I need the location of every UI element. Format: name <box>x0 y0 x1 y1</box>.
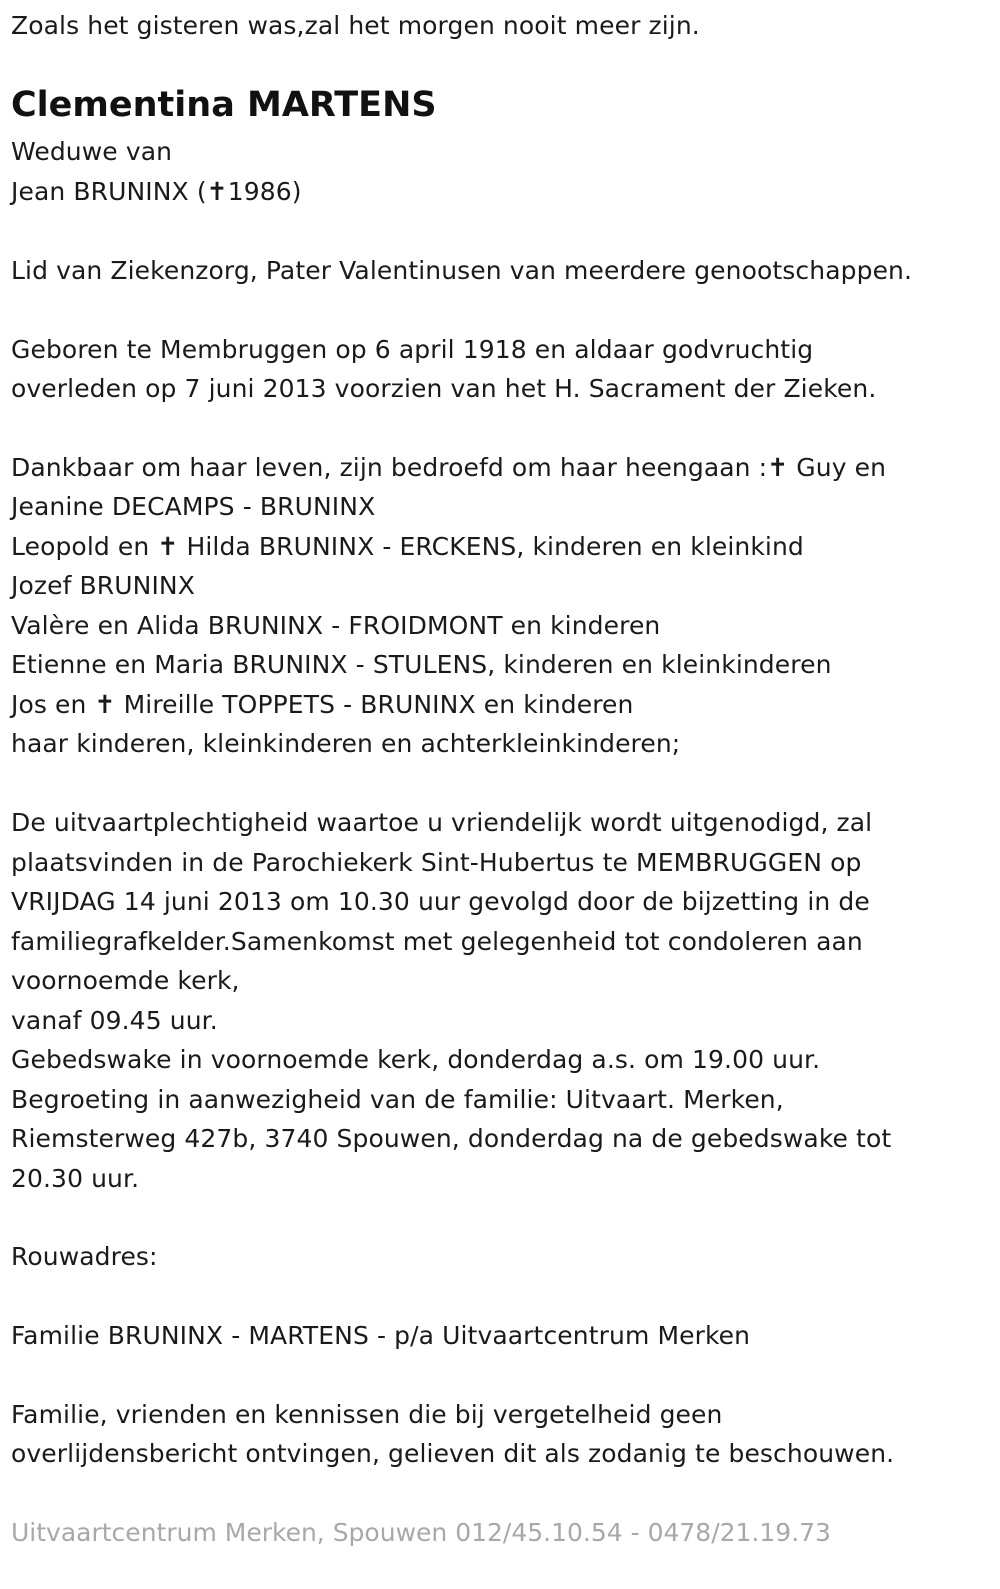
funeral-text: vanaf 09.45 uur. <box>11 1006 218 1035</box>
funeral-text: voornoemde kerk, <box>11 966 240 995</box>
notice-text: Familie, vrienden en kennissen die bij vergetelheid geen <box>11 1400 723 1429</box>
notice-text: overlijdensbericht ontvingen, gelieven dit als zodanig te beschouwen. <box>11 1439 895 1468</box>
funeral-home-contact: Uitvaartcentrum Merken, Spouwen 012/45.10.54 - 0478/21.19.73 <box>11 1518 831 1547</box>
family-line: Jos en ✝ Mireille TOPPETS - BRUNINX en kinderen <box>11 690 634 719</box>
motto-text: Zoals het gisteren was,zal het morgen nooit meer zijn. <box>11 11 700 40</box>
death-text: overleden op 7 juni 2013 voorzien van het H. Sacrament der Zieken. <box>11 374 877 403</box>
family-line: Jozef BRUNINX <box>11 571 195 600</box>
funeral-text: De uitvaartplechtigheid waartoe u vriendelijk wordt uitgenodigd, zal <box>11 808 873 837</box>
membership-text: Lid van Ziekenzorg, Pater Valentinusen van meerdere genootschappen. <box>11 256 913 285</box>
widow-of-text: Weduwe van <box>11 137 173 166</box>
birth-text: Geboren te Membruggen op 6 april 1918 en aldaar godvruchtig <box>11 335 814 364</box>
funeral-text: VRIJDAG 14 juni 2013 om 10.30 uur gevolgd door de bijzetting in de <box>11 887 870 916</box>
spouse-name: Jean BRUNINX (✝1986) <box>11 177 302 206</box>
greeting-text: Riemsterweg 427b, 3740 Spouwen, donderdag na de gebedswake tot <box>11 1124 892 1153</box>
deceased-name: Clementina MARTENS <box>11 85 437 125</box>
greeting-text: Begroeting in aanwezigheid van de familie: Uitvaart. Merken, <box>11 1085 784 1114</box>
mourning-address-label: Rouwadres: <box>11 1242 158 1271</box>
funeral-text: plaatsvinden in de Parochiekerk Sint-Hubertus te MEMBRUGGEN op <box>11 848 862 877</box>
wake-text: Gebedswake in voornoemde kerk, donderdag a.s. om 19.00 uur. <box>11 1045 821 1074</box>
family-line: Leopold en ✝ Hilda BRUNINX - ERCKENS, kinderen en kleinkind <box>11 532 804 561</box>
mourning-address: Familie BRUNINX - MARTENS - p/a Uitvaartcentrum Merken <box>11 1321 751 1350</box>
family-line: Etienne en Maria BRUNINX - STULENS, kinderen en kleinkinderen <box>11 650 832 679</box>
family-line: Valère en Alida BRUNINX - FROIDMONT en kinderen <box>11 611 661 640</box>
family-line: Jeanine DECAMPS - BRUNINX <box>11 492 376 521</box>
funeral-text: familiegrafkelder.Samenkomst met gelegenheid tot condoleren aan <box>11 927 863 956</box>
family-intro: Dankbaar om haar leven, zijn bedroefd om haar heengaan :✝ Guy en <box>11 453 887 482</box>
greeting-text: 20.30 uur. <box>11 1164 140 1193</box>
family-line: haar kinderen, kleinkinderen en achterkleinkinderen; <box>11 729 681 758</box>
